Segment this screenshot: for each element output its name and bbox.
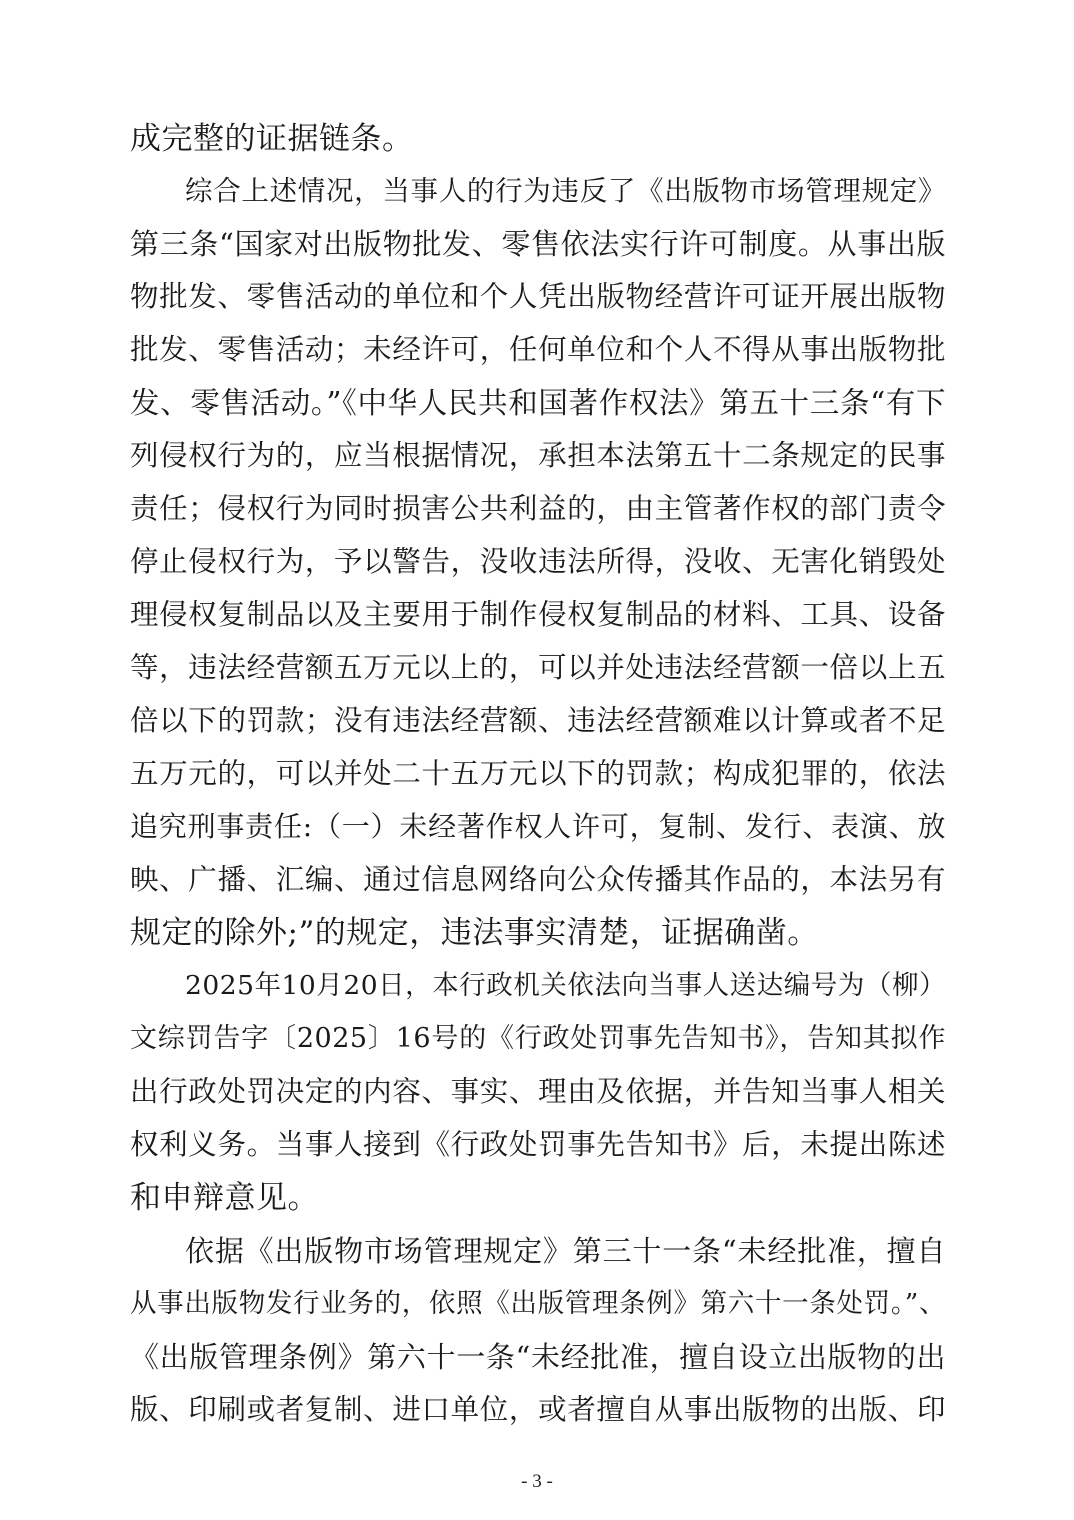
text-line-6: 发、零售活动。”《中华人民共和国著作权法》第五十三条“有下 xyxy=(130,386,946,420)
text-line-23: 从事出版物发行业务的，依照《出版管理条例》第六十一条处罚。”、 xyxy=(130,1288,946,1319)
text-line-20: 权利义务。当事人接到《行政处罚事先告知书》后，未提出陈述 xyxy=(130,1128,946,1161)
text-line-18: 文综罚告字〔2025〕16号的《行政处罚事先告知书》，告知其拟作 xyxy=(130,1023,946,1054)
text-line-13: 五万元的，可以并处二十五万元以下的罚款；构成犯罪的，依法 xyxy=(130,757,946,790)
text-line-3: 第三条“国家对出版物批发、零售依法实行许可制度。从事出版 xyxy=(130,227,946,261)
text-line-10: 理侵权复制品以及主要用于制作侵权复制品的材料、工具、设备 xyxy=(130,598,946,631)
text-line-22: 依据《出版物市场管理规定》第三十一条“未经批准，擅自 xyxy=(185,1234,946,1268)
text-line-21: 和申辩意见。 xyxy=(130,1180,319,1216)
text-line-12: 倍以下的罚款；没有违法经营额、违法经营额难以计算或者不足 xyxy=(130,704,946,737)
text-line-4: 物批发、零售活动的单位和个人凭出版物经营许可证开展出版物 xyxy=(130,280,946,313)
text-line-2: 综合上述情况，当事人的行为违反了《出版物市场管理规定》 xyxy=(185,175,946,207)
text-line-1: 成完整的证据链条。 xyxy=(130,121,414,157)
text-line-25: 版、印刷或者复制、进口单位，或者擅自从事出版物的出版、印 xyxy=(130,1393,946,1426)
page-number: - 3 - xyxy=(521,1471,553,1492)
text-line-24: 《出版管理条例》第六十一条“未经批准，擅自设立出版物的出 xyxy=(130,1340,946,1374)
text-line-19: 出行政处罚决定的内容、事实、理由及依据，并告知当事人相关 xyxy=(130,1075,946,1108)
text-line-5: 批发、零售活动；未经许可，任何单位和个人不得从事出版物批 xyxy=(130,333,946,366)
text-line-8: 责任；侵权行为同时损害公共利益的，由主管著作权的部门责令 xyxy=(130,492,946,525)
text-line-14: 追究刑事责任:（一）未经著作权人许可，复制、发行、表演、放 xyxy=(130,810,946,843)
text-line-15: 映、广播、汇编、通过信息网络向公众传播其作品的，本法另有 xyxy=(130,863,946,896)
text-line-9: 停止侵权行为，予以警告，没收违法所得，没收、无害化销毁处 xyxy=(130,545,946,578)
text-line-7: 列侵权行为的，应当根据情况，承担本法第五十二条规定的民事 xyxy=(130,439,946,472)
text-line-11: 等，违法经营额五万元以上的，可以并处违法经营额一倍以上五 xyxy=(130,651,946,684)
text-line-17: 2025年10月20日，本行政机关依法向当事人送达编号为（柳） xyxy=(185,970,946,1001)
text-line-16: 规定的除外;”的规定，违法事实清楚，证据确凿。 xyxy=(130,915,819,951)
